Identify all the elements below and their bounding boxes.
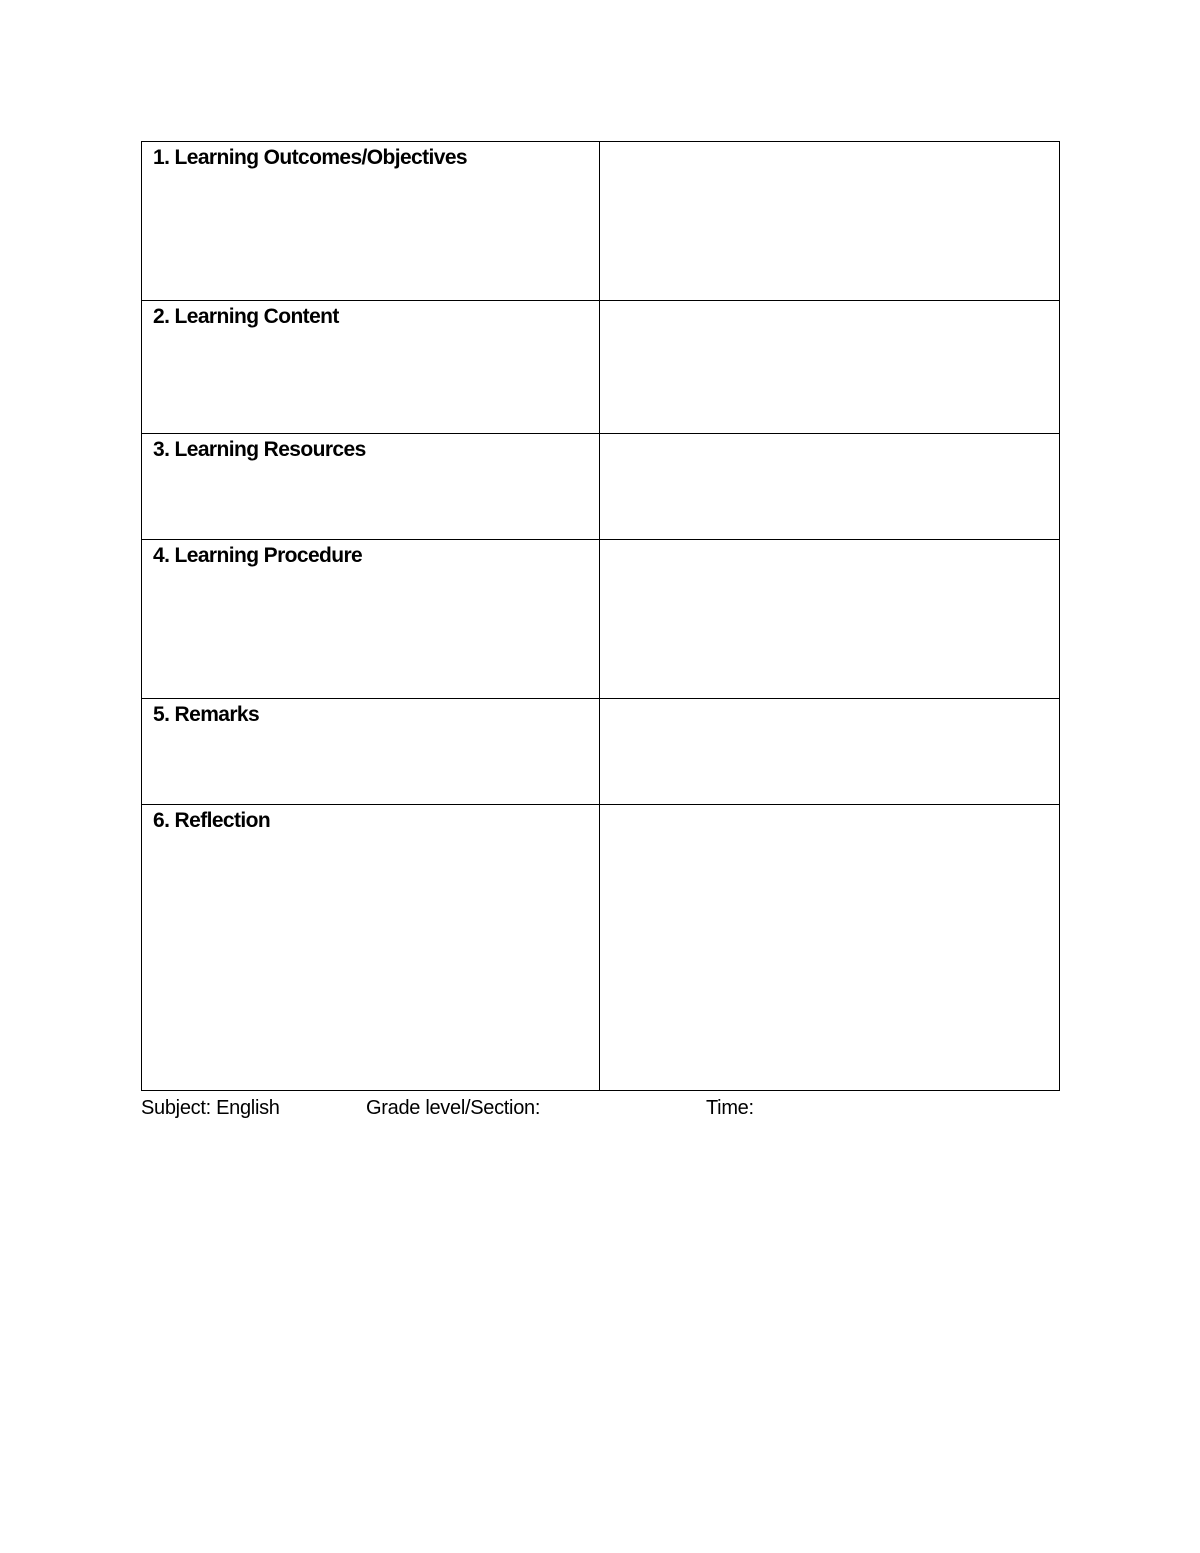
footer-info xyxy=(0,1096,1200,1122)
table-row xyxy=(142,540,1060,699)
row-content-cell xyxy=(600,805,1060,1091)
learning-resources-label: 3. Learning Resources xyxy=(153,438,366,461)
lesson-plan-table xyxy=(141,141,1060,1091)
grade-section-text: Grade level/Section: xyxy=(366,1097,541,1119)
row-label-cell xyxy=(142,699,600,805)
reflection-label: 6. Reflection xyxy=(153,809,271,832)
subject-text: Subject: English xyxy=(141,1097,280,1119)
time-text: Time: xyxy=(706,1097,754,1119)
learning-outcomes-label: 1. Learning Outcomes/Objectives xyxy=(153,146,468,169)
row-label-cell xyxy=(142,301,600,434)
learning-content-label: 2. Learning Content xyxy=(153,305,339,328)
row-content-cell xyxy=(600,142,1060,301)
table-row xyxy=(142,301,1060,434)
table-row xyxy=(142,142,1060,301)
row-label-cell xyxy=(142,805,600,1091)
table-row xyxy=(142,434,1060,540)
row-label-cell xyxy=(142,540,600,699)
learning-procedure-label: 4. Learning Procedure xyxy=(153,544,363,567)
row-content-cell xyxy=(600,699,1060,805)
row-content-cell xyxy=(600,301,1060,434)
table-row xyxy=(142,699,1060,805)
row-label-cell xyxy=(142,434,600,540)
row-content-cell xyxy=(600,540,1060,699)
remarks-label: 5. Remarks xyxy=(153,703,260,726)
table-row xyxy=(142,805,1060,1091)
row-content-cell xyxy=(600,434,1060,540)
row-label-cell xyxy=(142,142,600,301)
